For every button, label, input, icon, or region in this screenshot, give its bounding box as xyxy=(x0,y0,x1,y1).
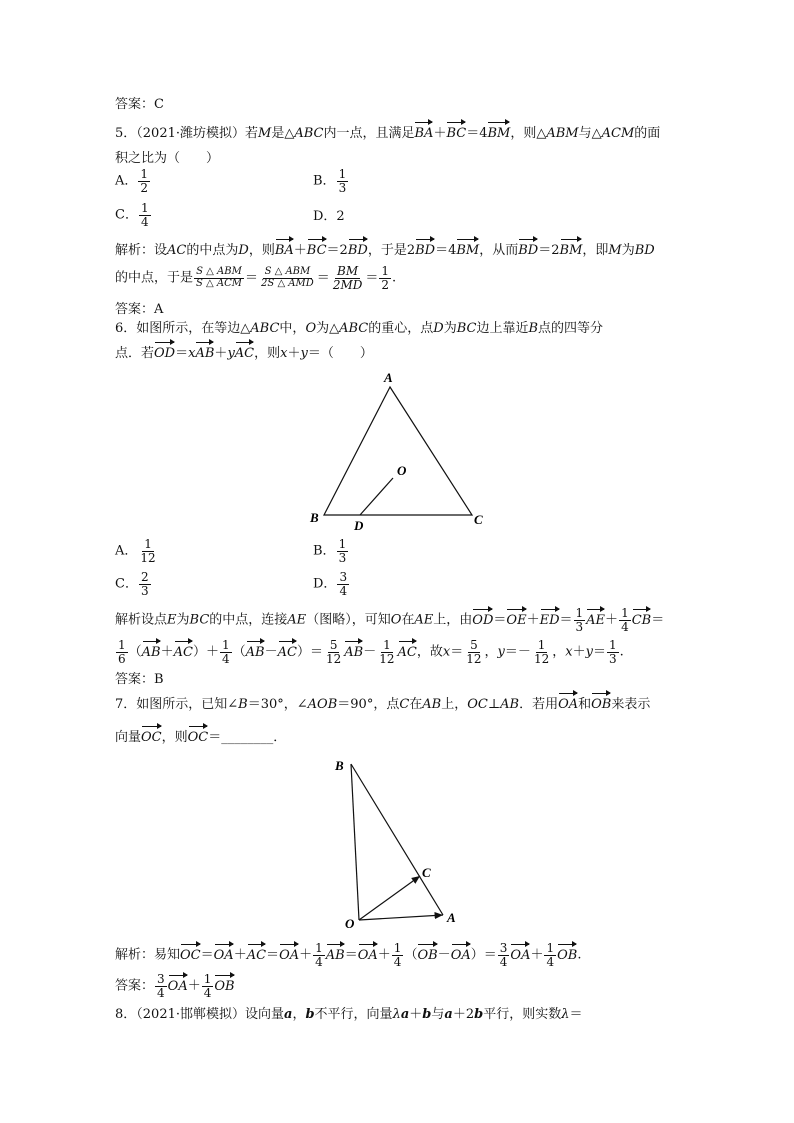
q5-solution-line1: 解析：设AC的中点为D，则BA＋BC＝2BD，于是2BD＝4BM，从而BD＝2BM，即M为BD xyxy=(115,244,655,257)
q7-solution: 解析：易知OC＝OA＋AC＝OA＋ $\frac{1}{4}$ AB＝OA＋ $\frac{1}{4}$ （OB－OA）＝ $\frac{3}{4}$ OA＋ $\frac{1}{4}$ OB. xyxy=(115,941,582,969)
q6-triangle-figure xyxy=(300,365,500,535)
label-o: O xyxy=(397,463,407,478)
answer-line: 答案：C xyxy=(115,97,164,112)
label-o: O xyxy=(345,916,355,931)
q6-option-b[interactable]: B． $\frac{1}{3}$ xyxy=(313,537,347,565)
label-c: C xyxy=(474,512,483,527)
q5-option-a[interactable]: A． $\frac{1}{2}$ xyxy=(115,167,149,195)
q6-option-c[interactable]: C． $\frac{2}{3}$ xyxy=(115,570,149,598)
label-b: B xyxy=(335,758,344,773)
label-a: A xyxy=(447,910,456,925)
q7-triangle-figure xyxy=(325,752,465,932)
q7-line2: 向量OC，则OC＝________． xyxy=(115,731,286,744)
q5-option-d[interactable]: D．2 xyxy=(313,209,345,224)
q6-solution-line1: 解析设点E为BC的中点，连接AE（图略），可知O在AE上，由OD＝OE＋ED＝ $\frac{1}{3}$ AE＋ $\frac{1}{4}$ CB＝ xyxy=(115,606,665,634)
q5-answer: 答案：A xyxy=(115,302,164,317)
label-c: C xyxy=(422,865,431,880)
q8-line1: 8．（2021·邯郸模拟）设向量a，b不平行，向量λa＋b与a＋2b平行，则实数λ＝ xyxy=(115,1007,583,1022)
label-a: A xyxy=(384,370,393,385)
segment-ob xyxy=(351,764,359,920)
q6-line2: 点．若OD＝xAB＋yAC，则x＋y＝（ ） xyxy=(115,347,373,360)
segment-od xyxy=(360,478,393,515)
q5-option-c[interactable]: C． $\frac{1}{4}$ xyxy=(115,201,149,229)
q7-line1: 7．如图所示，已知∠B＝30°，∠AOB＝90°，点C在AB上，OC⊥AB．若用OA和OB来表示 xyxy=(115,698,650,711)
label-d: D xyxy=(354,518,364,533)
q6-option-a[interactable]: A． $\frac{1}{12}$ xyxy=(115,537,156,565)
q6-solution-line2: $\frac{1}{6}$ （AB＋AC）＋ $\frac{1}{4}$ （AB－AC）＝ $\frac{5}{12}$ AB－ $\frac{1}{12}$ AC，故x＝ $\frac{5}{12}$ ，y＝－ $\frac{1}{12}$ ，x＋y＝ $\frac{1}{3}$ . xyxy=(118,638,624,666)
vector-oa xyxy=(359,915,443,920)
vector-oc xyxy=(359,876,420,920)
triangle-abc xyxy=(324,387,472,515)
q5-option-b[interactable]: B． $\frac{1}{3}$ xyxy=(313,167,347,195)
q7-answer: 答案： $\frac{3}{4}$ OA＋ $\frac{1}{4}$ OB xyxy=(115,972,235,1000)
q5-line2: 积之比为（ ） xyxy=(115,151,220,166)
q6-option-d[interactable]: D． $\frac{3}{4}$ xyxy=(313,570,348,598)
label-b: B xyxy=(310,510,319,525)
q5-line1: 5．（2021·潍坊模拟）若M是△ABC内一点，且满足BA＋BC＝4BM，则△ABM与△ACM的面 xyxy=(115,127,660,140)
q6-line1: 6．如图所示，在等边△ABC中，O为△ABC的重心，点D为BC边上靠近B点的四等分 xyxy=(115,321,604,336)
q6-answer: 答案：B xyxy=(115,672,164,687)
q5-solution-line2: 的中点，于是 $\frac{\text{S △ ABM}}{\text{S △ ACM}}$ ＝ $\frac{\text{S △ ABM}}{\text{2S △ AMD}}$ ＝ $\frac{BM}{2MD}$ ＝ $\frac{1}{2}$ . xyxy=(115,264,397,292)
